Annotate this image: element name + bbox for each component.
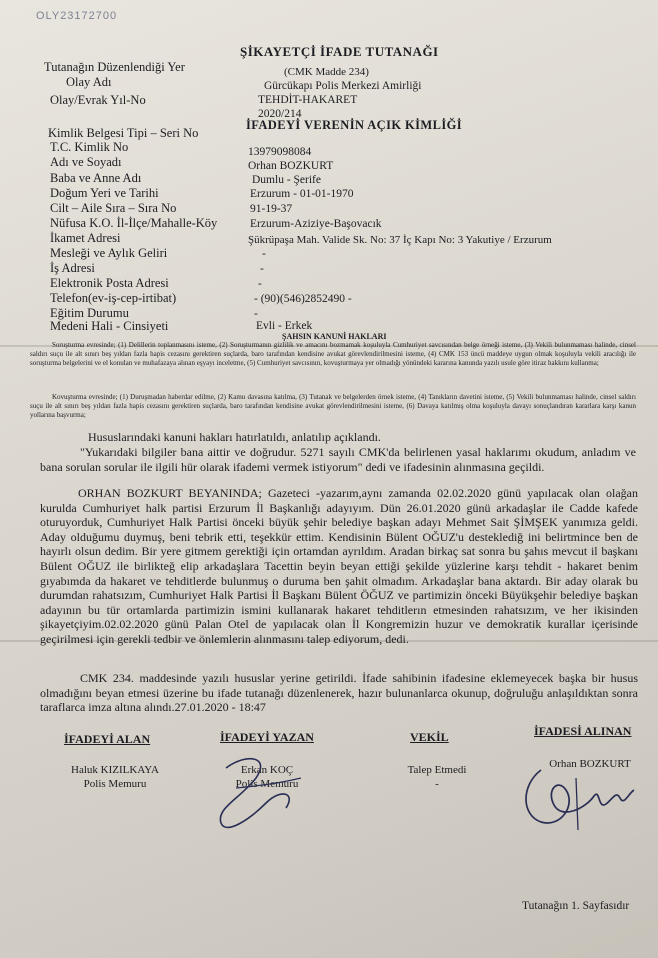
closing-statement: CMK 234. maddesinde yazılı hususlar yerine getirildi. İfade sahibinin ifadesine eklemeyecek başka bir husus olmadığını beyan etmesi üzerine bu ifade tutanağı düzenlenerek, hazır bulunanlarca okunup, doğruluğu anlaşıldıktan sonra taraflarca imza altına alındı.27.01.2020 - 18:47 (40, 671, 638, 715)
identity-label: Adı ve Soyadı (50, 155, 122, 169)
rights-title: ŞAHSIN KANUNİ HAKLARI (282, 332, 387, 341)
serial-number: OLY23172700 (36, 10, 118, 22)
identity-value: Evli - Erkek (256, 320, 313, 332)
rights-investigation: Soruşturma evresinde; (1) Delillerin toplanmasını isteme, (2) Soruşturmanın gizlilik ve amacını bozmamak koşuluyla Cumhuriyet savcısından belge örneği isteme, (3) Vekili bulunmaması halinde, cinsel saldırı suçu ile alt sınırı beş yıldan fazla hapis cezasını gerektiren suçlarda, baro tarafından kendisine avukat görevlendirilmesini isteme, (4) CMK 153 üncü maddeye uygun olmak koşuluyla vekili aracılığı ile soruşturma belgelerini ve el konulan ve muhafazaya alınan eşyayı inceletme, (5) Cumhuriyet savcısının, kovuşturmaya yer olmadığı yönündeki kararına kanunda yazılı usule göre itiraz hakkını kullanma; (30, 341, 636, 367)
identity-label: İş Adresi (50, 261, 95, 275)
meta-label: Olay Adı (66, 75, 112, 89)
signatory-title: - (435, 778, 439, 790)
identity-value: - (254, 308, 258, 320)
signatory-name: Erkan KOÇ (240, 764, 294, 776)
identity-value: Dumlu - Şerife (252, 174, 321, 186)
identity-value: 91-19-37 (250, 203, 293, 215)
identity-value: Orhan BOZKURT (248, 160, 334, 172)
identity-label: T.C. Kimlik No (50, 140, 129, 154)
identity-value: - (258, 278, 262, 290)
rights-prosecution: Kovuşturma evresinde; (1) Duruşmadan haberdar edilme, (2) Kamu davasına katılma, (3) Tutanak ve belgelerden örnek isteme, (4) Tanıkların davetini isteme, (5) Vekili bulunmaması halinde, cinsel saldırı suçu ile alt sınırı beş yıldan fazla hapis cezasını gerektiren suçlarda, baro tarafından kendisine avukat görevlendirilmesini isteme, (6) Davaya katılmış olma koşuluyla davayı sonuçlandıran kararlara karşı kanun yollarına başvurma; (30, 393, 636, 419)
identity-label: Telefon(ev-iş-cep-irtibat) (50, 291, 177, 305)
identity-section-title: İFADEYİ VERENİN AÇIK KİMLİĞİ (246, 118, 462, 132)
identity-value: - (262, 248, 266, 260)
identity-value: Erzurum - 01-01-1970 (250, 188, 354, 200)
identity-label: Kimlik Belgesi Tipi – Seri No (48, 126, 199, 140)
meta-label: Tutanağın Düzenlendiği Yer (44, 60, 185, 74)
identity-value: - (90)(546)2852490 - (254, 293, 352, 305)
signatory-title: Polis Memuru (235, 778, 299, 790)
meta-value: Gürcükapı Polis Merkezi Amirliği (264, 80, 422, 92)
identity-value: - (260, 263, 264, 275)
signatory-name: Talep Etmedi (407, 764, 467, 776)
rights-reminder: Hususlarındaki kanuni hakları hatırlatıldı, anlatılıp açıklandı. (88, 430, 381, 444)
identity-label: Mesleği ve Aylık Geliri (50, 246, 168, 260)
signatory-name: Haluk KIZILKAYA (71, 764, 159, 776)
identity-label: Medeni Hali - Cinsiyeti (50, 319, 169, 333)
identity-label: Baba ve Anne Adı (50, 171, 142, 185)
testimony-statement: ORHAN BOZKURT BEYANINDA; Gazeteci -yazarım,aynı zamanda 02.02.2020 günü yapılacak olan olağan kurulda Cumhuriyet halk partisi Erzurum İl Başkanlığı adayıyım. Dün 26.01.2020 günü arkadaşlar ile Cadde kafede oturuyorduk, Cumhuriyet Halk Partisi önceki büyük şehir belediye başkan adayı Mehmet Sait ŞİMŞEK yanımıza geldi. Aday olduğumu duymuş, beni tebrik etti, teşekkür ettim. Kendisinin Bülent OĞUZ'u desteklediğ ini belirtmince ben de hayırlı olsun dedim. Bir yere gitmem gerektiği için ortamdan ayrıldım. Aradan birkaç sat sonra bu şahıs mevcut il başkanı Bülent OĞUZ ile birlikteğ elip arkadaşlara Tacettin beyin beyan ettiği şekilde yüzlerine karşı tehdit - hakaret benim gıyabımda da hakaret ve tehditlerde bulunmuş o duruma ben şahit olmadım. Arkadaşlar bana aktardı. Bir aday olarak bu durumdan rahatsızım, Cumhuriyet Halk Partisi İl Başkanı Bülent ÖĞUZ ve partimizin önceki Büyükşehir belediye başkan adayının bu tür ortamlarda partimizin ismini kullanarak hakaret tehditlerın etmesinden rahatsızım, ve her ikisinden şikayetçiyim.02.02.2020 günü Palan Otel de yapılacak olan İl Kongremizin huzur ve demokratik kurallar içerisinde geçirilmesi için gerekli tedbir ve önlemlerin alınmasını talep ediyorum, dedi. (40, 486, 638, 646)
identity-value: Şükrüpaşa Mah. Valide Sk. No: 37 İç Kapı No: 3 Yakutiye / Erzurum (248, 234, 552, 246)
identity-value: 13979098084 (248, 146, 312, 158)
signature-role: İFADEYİ YAZAN (220, 730, 314, 744)
handwritten-signature (516, 760, 646, 840)
identity-label: Doğum Yeri ve Tarihi (50, 186, 159, 200)
consent-statement: "Yukarıdaki bilgiler bana aittir ve doğrudur. 5271 sayılı CMK'da belirlenen yasal haklarımı okudum, anladım ve bana sorulan sorular ile ilgili hür olarak ifademi vermek istiyorum" dedi ve ifadesinin alınmasına geçildi. (40, 445, 636, 474)
meta-value: TEHDİT-HAKARET (258, 94, 358, 106)
signature-role: İFADESİ ALINAN (534, 724, 632, 738)
identity-label: İkamet Adresi (50, 231, 121, 245)
page-footer: Tutanağın 1. Sayfasıdır (522, 900, 630, 912)
identity-label: Nüfusa K.O. İl-İlçe/Mahalle-Köy (50, 216, 218, 230)
signatory-title: Polis Memuru (83, 778, 147, 790)
meta-value: 2020/214 (258, 108, 302, 120)
signature-role: İFADEYİ ALAN (64, 732, 151, 746)
signatory-name: Orhan BOZKURT (549, 758, 631, 770)
handwritten-signature (196, 748, 316, 838)
signature-role: VEKİL (410, 730, 449, 744)
identity-label: Elektronik Posta Adresi (50, 276, 169, 290)
document-subtitle: (CMK Madde 234) (284, 66, 369, 78)
identity-label: Eğitim Durumu (50, 306, 129, 320)
identity-label: Cilt – Aile Sıra – Sıra No (50, 201, 177, 215)
identity-value: Erzurum-Aziziye-Başovacık (250, 218, 382, 230)
document-title: ŞİKAYETÇİ İFADE TUTANAĞI (240, 44, 439, 59)
meta-label: Olay/Evrak Yıl-No (50, 93, 146, 107)
